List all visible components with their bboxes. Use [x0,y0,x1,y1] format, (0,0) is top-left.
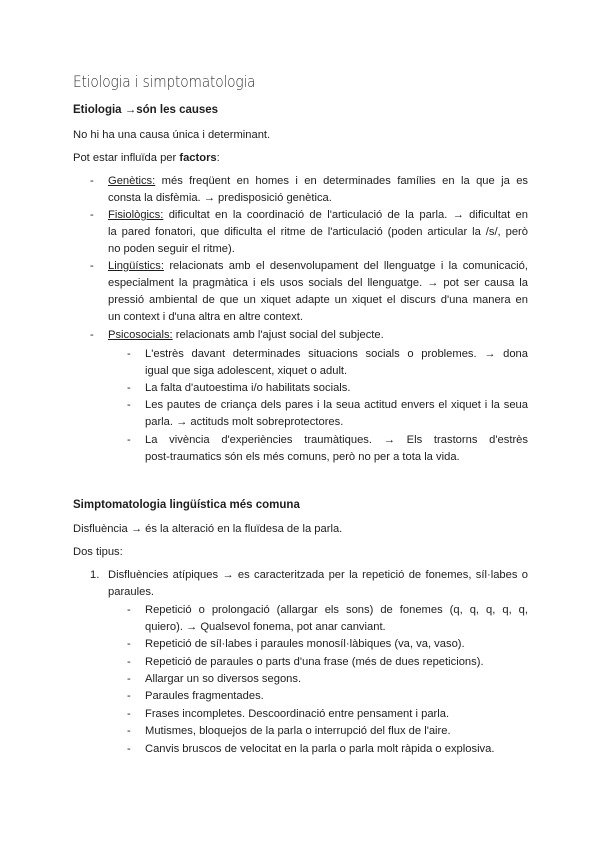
symptom-item [127,671,528,688]
symptom-item [127,636,528,653]
bullet-dash: - [127,638,131,650]
sub-item-text: post-traumatics són els més comuns, però no per a tota la vida. [145,451,460,463]
bullet-dash: - [127,743,131,755]
page-title: Etiologia i simptomatologia [73,72,256,91]
list-item-line [108,207,528,224]
factor-text: relacionats amb l'ajust social del subjecte. [175,329,384,341]
factor-text: un context i d'una altra en altre context. [108,311,303,323]
etiologia-paragraph-1: No hi ha una causa única i determinant. [73,129,271,141]
sub-item-parenting [127,397,528,431]
sub-item-text: La vivència d'experiències traumàtiques. → Els trastorns d'estrès [145,434,528,446]
sub-item-text: L'estrès davant determinades situacions socials o problemes. → dona [145,348,528,360]
symptom-text: Canvis bruscos de velocitat en la parla o parla molt ràpida o explosiva. [145,743,495,755]
etiologia-heading: Etiologia →són les causes [73,104,219,116]
list-item-physiological [90,207,529,258]
paragraph-text: Pot estar influïda per [73,152,180,164]
bullet-dash: - [127,656,131,668]
sub-item-text: Les pautes de criança dels pares i la seua actitud envers el xiquet i la seua [145,399,528,411]
factor-text: especialment la pragmàtica i els usos socials del llenguatge. → pot ser causa la [108,277,528,289]
bullet-dash: - [90,260,94,272]
symptom-text: Mutismes, bloquejos de la parla o interrupció del flux de l'aire. [145,725,451,737]
factor-label: Genètics: [108,175,156,187]
factor-text: relacionats amb el desenvolupament del llenguatge i la comunicació, [169,260,528,272]
bullet-dash: - [127,399,131,411]
etiologia-paragraph-2 [73,150,528,167]
bullet-dash: - [127,382,131,394]
simptomatologia-heading: Simptomatologia lingüística més comuna [73,499,300,511]
numbered-item-1 [90,567,528,601]
simptomatologia-paragraph-1: Disfluència → és la alteració en la fluïdesa de la parla. [73,523,343,535]
factor-label: Psicosocials: [108,329,173,341]
factor-text: pressió ambiental de que un xiquet adapte un xiquet el discurs d'una manera en [108,294,528,306]
sub-item-text: La falta d'autoestima i/o habilitats socials. [145,382,351,394]
bullet-dash: - [127,434,131,446]
symptom-item [127,602,528,636]
factor-label: Lingüístics: [108,260,164,272]
factors-bold: factors [179,152,217,164]
list-item-line [108,173,528,190]
sub-item-trauma [127,432,528,466]
list-item-linguistic [90,258,528,326]
symptom-text: Repetició de paraules o parts d'una frase (més de dues repeticions). [145,656,484,668]
symptom-text: Frases incompletes. Descoordinació entre pensament i parla. [145,708,450,720]
bullet-dash: - [127,348,131,360]
numbered-item-text: paraules. [108,586,155,598]
factor-text: no poden seguir el ritme). [108,243,235,255]
bullet-dash: - [127,673,131,685]
symptom-item [127,723,528,740]
symptom-item [127,688,528,705]
symptom-text: Paraules fragmentades. [145,690,264,702]
symptom-item [127,741,528,758]
list-item-line [108,258,528,275]
simptomatologia-paragraph-2: Dos tipus: [73,546,123,558]
bullet-dash: - [127,725,131,737]
bullet-dash: - [127,690,131,702]
bullet-dash: - [90,209,94,221]
item-number: 1. [90,569,100,581]
symptom-text: Allargar un so diversos segons. [145,673,302,685]
symptom-text: Repetició o prolongació (allargar els sons) de fonemes (q, q, q, q, q, [145,604,528,616]
bullet-dash: - [90,175,94,187]
sub-item-text: igual que siga adolescent, xiquet o adult. [145,365,348,377]
bullet-dash: - [127,708,131,720]
numbered-item-text: Disfluències atípiques → es caracteritzada per la repetició de fonemes, síl·labes o [108,569,528,581]
factor-text: la pared fonatori, que dificulta el ritme de l'articulació (poden articular la /s/, però [108,226,528,238]
list-item-line [108,327,528,344]
factor-text: consta la disfèmia. → predisposició genètica. [108,192,332,204]
sub-item-self-esteem [127,380,528,397]
symptom-text: Repetició de síl·labes i paraules monosíl·làbiques (va, va, vaso). [145,638,465,650]
symptom-item [127,654,528,671]
bullet-dash: - [90,329,94,341]
symptom-item [127,706,528,723]
symptom-text: quiero). → Qualsevol fonema, pot anar canviant. [145,621,386,633]
factor-text: dificultat en la coordinació de l'articulació de la parla. → dificultat en [168,209,529,221]
bullet-dash: - [127,604,131,616]
list-item-genetics [90,173,529,207]
paragraph-colon: : [216,152,220,164]
factor-label: Fisiològics: [108,209,164,221]
sub-item-text: parla. → actituds molt sobreprotectores. [145,416,344,428]
sub-item-stress [127,346,528,380]
list-item-psychosocial [90,327,528,344]
factor-text: més freqüent en homes i en determinades famílies en la que ja es [161,175,529,187]
